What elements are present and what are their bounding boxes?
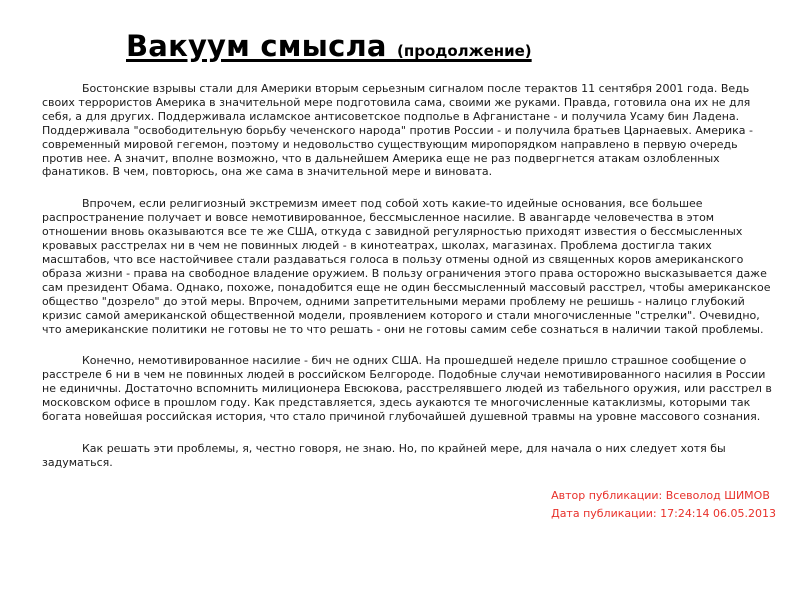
publication-signature: [551, 487, 776, 523]
page-title: [126, 26, 532, 64]
paragraph-2: Впрочем, если религиозный экстремизм имеет под собой хоть какие-то идейные основания, все большее распространение получает и вовсе немотивированное, бессмысленное насилие. В авангарде человечества в этом отношении вновь оказываются все те же США, откуда с завидной регулярностью приходят известия о бессмысленных кровавых расстрелах ни в чем не повинных людей - в кинотеатрах, школах, магазинах. Проблема достигла таких масштабов, что все настойчивее стали раздаваться голоса в пользу отмены одной из священных коров американского образа жизни - права на свободное владение оружием. В пользу ограничения этого права осторожно высказывается даже сам президент Обама. Однако, похоже, понадобится еще не один бессмысленный массовый расстрел, чтобы американское общество "дозрело" до этой меры. Впрочем, одними запретительными мерами проблему не решишь - налицо глубокий кризис самой американской общественной модели, проявлением которого и стали многочисленные "стрелки". Очевидно, что американские политики не готовы не то что решать - они не готовы самим себе сознаться в наличии такой проблемы.: [42, 197, 771, 336]
title-main-text: Вакуум смысла: [126, 29, 397, 63]
paragraph-1: Бостонские взрывы стали для Америки вторым серьезным сигналом после терактов 11 сентября 2001 года. Ведь своих террористов Америка в значительной мере подготовила сама, своими же руками. Правда, готовила она их не для себя, а для других. Поддерживала исламское антисоветское подполье в Афганистане - и получила Усаму бин Ладена. Поддерживала "освободительную борьбу чеченского народа" против России - и получила братьев Царнаевых. Америка - современный мировой гегемон, поэтому и недовольство существующим миропорядком направлено в первую очередь против нее. А значит, вполне возможно, что в дальнейшем Америка еще не раз подвергнется атакам озлобленных фанатиков. В чем, повторюсь, она же сама в значительной мере и виновата.: [42, 82, 753, 179]
author-line: Автор публикации: Всеволод ШИМОВ: [551, 489, 770, 502]
paragraph-3: Конечно, немотивированное насилие - бич не одних США. На прошедшей неделе пришло страшное сообщение о расстреле 6 ни в чем не повинных людей в российском Белгороде. Подобные случаи немотивированного насилия в России не единичны. Достаточно вспомнить милиционера Евсюкова, расстрелявшего людей из табельного оружия, или расстрел в московском офисе в прошлом году. Как представляется, здесь аукаются те многочисленные катаклизмы, которыми так богата новейшая российская история, что стало причиной глубочайшей душевной травмы на уровне массового сознания.: [42, 354, 772, 424]
title-subtitle-text: (продолжение): [396, 42, 532, 60]
article-body: [42, 82, 780, 488]
date-line: Дата публикации: 17:24:14 06.05.2013: [551, 507, 776, 520]
paragraph-4: Как решать эти проблемы, я, честно говоря, не знаю. Но, по крайней мере, для начала о них следует хотя бы задуматься.: [42, 441, 726, 469]
